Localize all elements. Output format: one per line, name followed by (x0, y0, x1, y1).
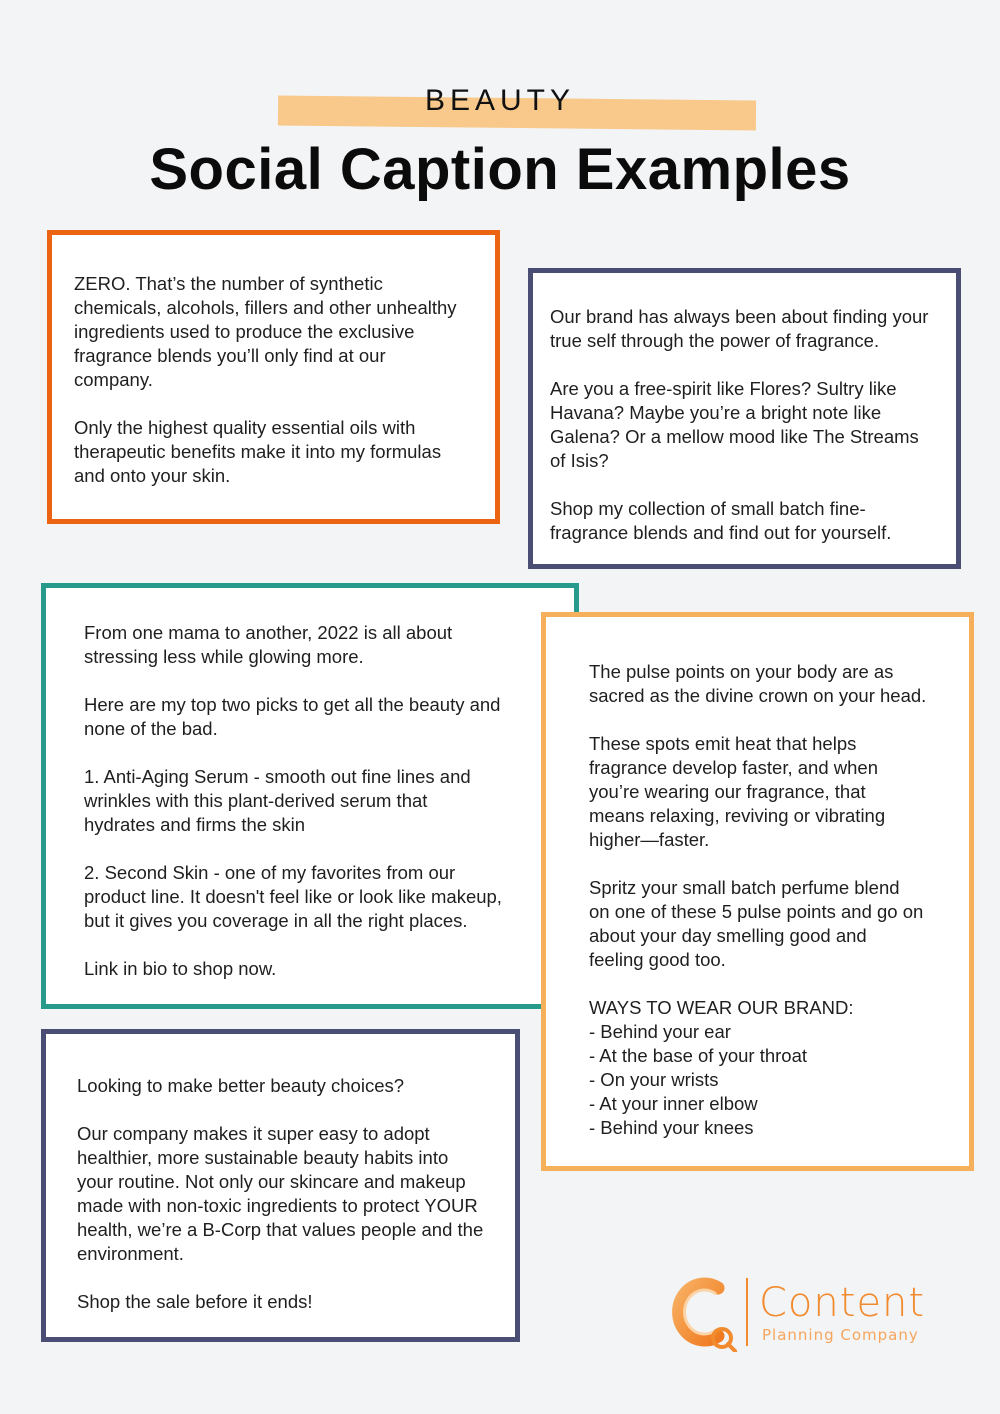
caption-paragraph: ZERO. That’s the number of synthetic chemicals, alcohols, fillers and other unhealthy ingredients used to produce the exclusive fragrance blends you’ll only find at our company. (74, 273, 457, 390)
company-logo (666, 1274, 936, 1354)
caption-card-mama-picks (41, 583, 579, 1009)
caption-paragraph: Are you a free-spirit like Flores? Sultry like Havana? Maybe you’re a bright note like Galena? Or a mellow mood like The Streams of Isis? (550, 378, 919, 471)
caption-paragraph: 1. Anti-Aging Serum - smooth out fine lines and wrinkles with this plant-derived serum that hydrates and firms the skin (84, 766, 471, 835)
caption-paragraph: Our company makes it super easy to adopt healthier, more sustainable beauty habits into your routine. Not only our skincare and makeup made with non-toxic ingredients to protect YOUR health, we’re a B-Corp that values people and the environment. (77, 1123, 484, 1264)
logo-subtitle: Planning Company (762, 1326, 919, 1344)
caption-paragraph: Spritz your small batch perfume blend on one of these 5 pulse points and go on about your day smelling good and feeling good too. (589, 877, 924, 970)
caption-paragraph: Only the highest quality essential oils with therapeutic benefits make it into my formulas and onto your skin. (74, 417, 442, 486)
caption-paragraph: These spots emit heat that helps fragrance develop faster, and when you’re wearing our fragrance, that means relaxing, reviving or vibrating higher—faster. (589, 733, 886, 850)
content-planning-logo-icon (666, 1274, 738, 1352)
category-label: BEAUTY (424, 84, 576, 117)
logo-divider (746, 1278, 748, 1346)
caption-paragraph: Link in bio to shop now. (84, 958, 277, 979)
caption-card-better-choices (41, 1029, 520, 1342)
caption-paragraph: 2. Second Skin - one of my favorites from our product line. It doesn't feel like or look like makeup, but it gives you coverage in all the right places. (84, 862, 502, 931)
caption-paragraph: Shop my collection of small batch fine- fragrance blends and find out for yourself. (550, 498, 892, 543)
caption-card-zero-chemicals (47, 230, 500, 524)
page-title: Social Caption Examples (149, 137, 851, 202)
caption-paragraph: WAYS TO WEAR OUR BRAND: - Behind your ear - At the base of your throat - On your wrists - At your inner elbow - Behind your knees (589, 997, 854, 1138)
caption-paragraph: From one mama to another, 2022 is all about stressing less while glowing more. (84, 622, 453, 667)
caption-card-pulse-points (541, 612, 974, 1171)
logo-name: Content (759, 1280, 926, 1326)
caption-paragraph: Here are my top two picks to get all the beauty and none of the bad. (84, 694, 501, 739)
caption-paragraph: Looking to make better beauty choices? (77, 1075, 405, 1096)
caption-paragraph: Shop the sale before it ends! (77, 1291, 313, 1312)
caption-paragraph: Our brand has always been about finding your true self through the power of fragrance. (550, 306, 929, 351)
caption-card-fragrance-self (528, 268, 961, 569)
caption-paragraph: The pulse points on your body are as sacred as the divine crown on your head. (589, 661, 927, 706)
